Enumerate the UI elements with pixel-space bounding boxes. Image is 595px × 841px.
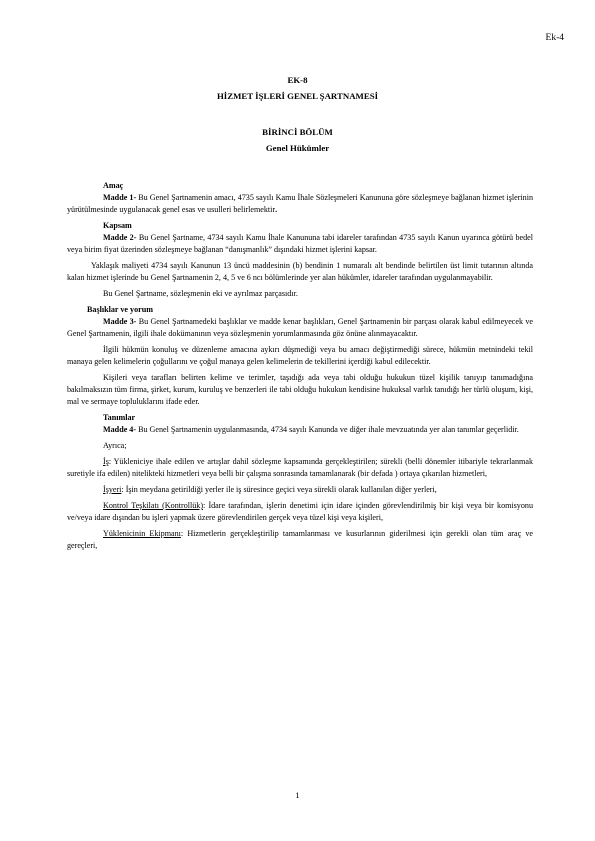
heading-kapsam: Kapsam xyxy=(103,221,132,230)
article-label: Madde 4- xyxy=(103,425,137,434)
term: Kontrol Teşkilatı (Kontrollük) xyxy=(103,501,204,510)
paragraph: Ayrıca; xyxy=(103,441,127,450)
heading-amac: Amaç xyxy=(103,181,124,190)
paragraph-madde-1: Madde 1- Bu Genel Şartnamenin amacı, 4735 sayılı Kamu İhale Sözleşmeleri Kanununa göre sözleşmeye bağlanan hizmet işlerinin yürütülmesinde uygulanacak genel esas ve usulleri belirlemektir. xyxy=(67,193,534,214)
article-label: Madde 1- xyxy=(103,193,137,202)
chapter-title: BİRİNCİ BÖLÜM xyxy=(262,127,333,137)
definition-ekipman: Yüklenicinin Ekipmanı: Hizmetlerin gerçekleştirilip tamamlanması ve kusurlarının giderilmesi için gerekli olan tüm araç ve gereçleri, xyxy=(67,529,533,550)
heading-tanimlar: Tanımlar xyxy=(103,413,136,422)
definition-kontrol: Kontrol Teşkilatı (Kontrollük): İdare tarafından, işlerin denetimi için idare içinden görevlendirilmiş bir kişi veya bir komisyonu ve/veya idare dışından bu işleri yapmak üzere görevlendirilen gerçek veya tüzel kişi veya kişileri, xyxy=(67,501,533,522)
paragraph: Kişileri veya tarafları belirten kelime ve terimler, taşıdığı ada veya tabi olduğu hukukun tüzel kişilik tanıyıp tanımadığına bakılmaksızın tüm firma, şirket, kurum, kuruluş ve benzerleri ile tabi olduğu hukukun kendisine hukuksal varlık tanıdığı her türlü oluşum, kişi, mal ve sermaye topluluklarını ifade eder. xyxy=(67,373,533,406)
definition-is: İş: Yükleniciye ihale edilen ve artışlar dahil sözleşme kapsamında gerçekleştirilen; sürekli (belli dönemler itibariyle tekrarlanmak suretiyle ifa edilen) nitelikteki hizmetleri veya belli bir çalışma sonrasında tamamlanarak (bir defada ) ortaya çıkarılan hizmetleri, xyxy=(67,457,533,478)
paragraph: İlgili hükmün konuluş ve düzenleme amacına aykırı düşmediği veya bu amacı değiştirmediği sürece, hükmün metnindeki tekil manaya gelen kelimelerin çoğullarını ve çoğul manaya gelen kelimelerin de tekillerini içerdiği kabul edilecektir. xyxy=(67,345,533,366)
heading-basliklar: Başlıklar ve yorum xyxy=(87,305,153,314)
page-number: 1 xyxy=(295,790,300,800)
term: Yüklenicinin Ekipmanı xyxy=(103,529,181,538)
annex-number: EK-8 xyxy=(287,75,308,85)
paragraph-madde-4: Madde 4- Bu Genel Şartnamenin uygulanmasında, 4734 sayılı Kanunda ve diğer ihale mevzuatında yer alan tanımlar geçerlidir. xyxy=(103,425,519,434)
annex-label: Ek-4 xyxy=(545,33,564,43)
term: İş xyxy=(103,457,109,466)
document-title: HİZMET İŞLERİ GENEL ŞARTNAMESİ xyxy=(216,91,379,101)
definition-isyeri: İşyeri: İşin meydana getirildiği yerler ile iş süresince geçici veya sürekli olarak kullanılan diğer yerleri, xyxy=(103,485,437,494)
paragraph: Bu Genel Şartname, sözleşmenin eki ve ayrılmaz parçasıdır. xyxy=(103,289,298,298)
document-body xyxy=(67,180,533,552)
article-label: Madde 3- xyxy=(103,317,137,326)
article-label: Madde 2- xyxy=(103,233,137,242)
chapter-subtitle: Genel Hükümler xyxy=(265,143,330,153)
paragraph-madde-2: Madde 2- Bu Genel Şartname, 4734 sayılı Kamu İhale Kanununa tabi idareler tarafından 4735 sayılı Kanun uyarınca götürü bedel veya birim fiyat üzerinden sözleşmeye bağlanan “danışmanlık” dışındaki hizmet işlerini kapsar. xyxy=(67,233,534,254)
term: İşyeri xyxy=(103,485,122,494)
paragraph-madde-3: Madde 3- Bu Genel Şartnamedeki başlıklar ve madde kenar başlıkları, Genel Şartnamenin bir parçası olarak kabul edilmeyecek ve Genel Şartnamenin, ilgili ihale dokümanının veya sözleşmenin yorumlanmasında göz önüne alınmayacaktır. xyxy=(67,317,533,338)
paragraph: Yaklaşık maliyeti 4734 sayılı Kanunun 13 üncü maddesinin (b) bendinin 1 numaralı alt bendinde belirtilen üst limit tutarının altında kalan hizmet işlerinde bu Genel Şartnamenin 2, 4, 5 ve 6 ncı bölümlerinde yer alan hükümler, idareler tarafından uygulanmayabilir. xyxy=(67,261,533,282)
